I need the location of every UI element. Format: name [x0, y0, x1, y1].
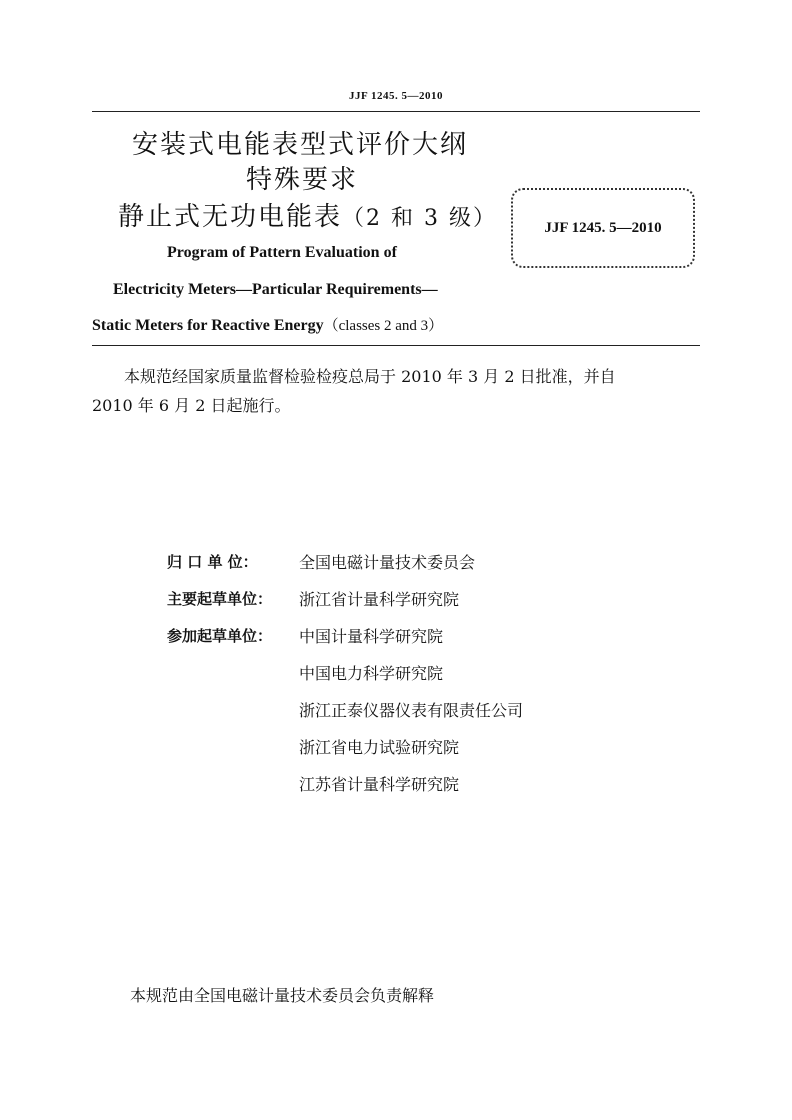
participating-unit: 浙江省电力试验研究院: [299, 738, 460, 757]
title-en-line3: [92, 314, 443, 335]
participating-label: 参加起草单位：: [167, 627, 273, 645]
participating-unit: 中国电力科学研究院: [299, 664, 444, 683]
responsible-unit-label: 归 口 单 位：: [167, 553, 258, 571]
participating-unit: 中国计量科学研究院: [299, 627, 444, 646]
responsible-unit-value: 全国电磁计量技术委员会: [299, 553, 476, 572]
code-box-text: JJF 1245. 5—2010: [544, 219, 662, 236]
title-en-line2: Electricity Meters—Particular Requirements—: [113, 281, 438, 298]
title-cn-line2: 特殊要求: [246, 165, 359, 195]
title-en-line3-tail: （classes 2 and 3）: [323, 318, 444, 334]
title-rule: [92, 345, 700, 346]
title-cn-line3-paren: （2 和 3 级）: [342, 206, 497, 231]
interpretation-note: 本规范由全国电磁计量技术委员会负责解释: [130, 986, 435, 1005]
header-rule: [92, 111, 700, 112]
participating-unit: 浙江正泰仪器仪表有限责任公司: [299, 701, 524, 720]
main-drafting-value: 浙江省计量科学研究院: [299, 590, 460, 609]
approval-line2: 2010 年 6 月 2 日起施行。: [92, 396, 291, 415]
header-code: JJF 1245. 5—2010: [348, 90, 444, 102]
main-drafting-label: 主要起草单位：: [167, 590, 273, 608]
approval-line1: 本规范经国家质量监督检验检疫总局于 2010 年 3 月 2 日批准，并自: [124, 367, 616, 386]
participating-unit: 江苏省计量科学研究院: [299, 775, 460, 794]
title-en-line1: Program of Pattern Evaluation of: [167, 244, 397, 261]
code-box: [511, 188, 695, 268]
title-cn-line3: [118, 196, 497, 233]
title-en-line3-main: Static Meters for Reactive Energy: [92, 317, 324, 334]
title-cn-line1: 安装式电能表型式评价大纲: [132, 130, 469, 160]
title-cn-line3-main: 静止式无功电能表: [118, 202, 343, 232]
